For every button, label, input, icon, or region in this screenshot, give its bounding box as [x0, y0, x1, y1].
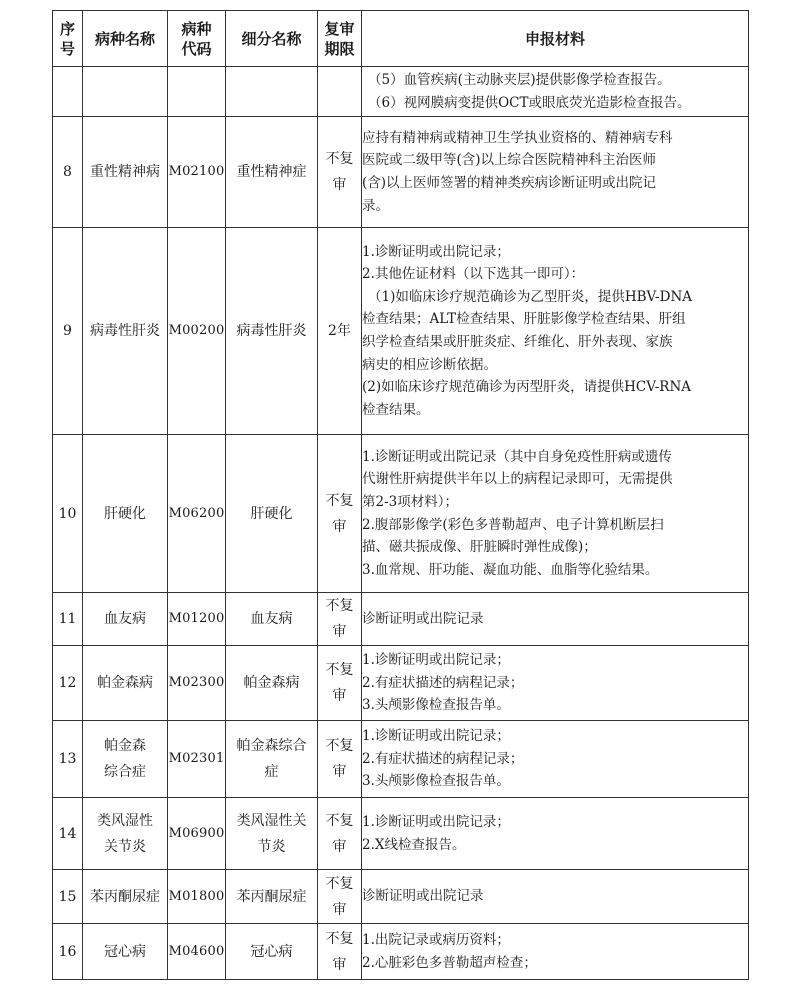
material-line: 医院或二级甲等(含)以上综合医院精神科主治医师: [362, 152, 657, 169]
review-period-cell: [318, 798, 362, 870]
sub-line: 病毒性肝炎: [236, 323, 307, 339]
seq-cell: 10: [53, 435, 83, 593]
materials-cell: [362, 646, 749, 721]
review-period-cell: [318, 870, 362, 924]
seq-cell: 9: [53, 228, 83, 435]
table-row: [53, 117, 749, 228]
name-line: 病毒性肝炎: [90, 323, 160, 339]
name-line: 冠心病: [104, 943, 146, 960]
material-line: 3.头颅影像检查报告单。: [362, 773, 510, 790]
seq-cell: 11: [53, 593, 83, 646]
material-line: 1.诊断证明或出院记录；: [362, 728, 510, 745]
material-line: 诊断证明或出院记录: [362, 888, 484, 905]
sub-name-cell: [226, 924, 318, 980]
name-line: 帕金森: [104, 738, 146, 754]
review-line: 不复: [325, 738, 354, 754]
review-period-cell: [318, 117, 362, 228]
review-period-cell: [318, 924, 362, 980]
disease-name-cell: [83, 721, 168, 798]
material-line: 1.诊断证明或出院记录；: [362, 652, 510, 669]
header-row: [53, 11, 749, 67]
table-row: [53, 646, 749, 721]
disease-name-cell: [83, 870, 168, 924]
document-page: [52, 10, 748, 980]
sub-name-cell: [226, 435, 318, 593]
sub-line: 冠心病: [250, 943, 293, 960]
review-line: 审: [332, 518, 347, 535]
sub-line: 类风湿性关: [236, 812, 307, 829]
materials-cell: [362, 721, 749, 798]
review-line: 审: [332, 624, 347, 640]
material-line: 织学检查结果或肝脏炎症、纤维化、肝外表现、家族: [362, 334, 673, 350]
review-period-cell: [318, 593, 362, 646]
review-period-cell: [318, 228, 362, 435]
review-line: 2年: [328, 323, 351, 339]
material-line: 2.心脏彩色多普勒超声检查；: [362, 954, 537, 971]
name-line: 苯丙酮尿症: [90, 888, 160, 905]
sub-line: 重性精神症: [236, 164, 307, 180]
review-line: 不复: [325, 662, 354, 678]
header-materials: 申报材料: [362, 11, 749, 67]
disease-code-cell: M02300: [168, 646, 226, 721]
header-sub-name: 细分名称: [226, 11, 318, 67]
material-line: 1.诊断证明或出院记录；: [362, 813, 510, 830]
name-line: 肝硬化: [104, 505, 146, 522]
material-line: 1.诊断证明或出院记录；: [362, 243, 510, 260]
material-line: 2.有症状描述的病程记录；: [362, 674, 524, 691]
material-line: （1)如临床诊疗规范确诊为乙型肝炎，提供HBV-DNA: [368, 288, 693, 305]
material-line: 2.有症状描述的病程记录；: [362, 750, 524, 767]
sub-name-cell: [226, 117, 318, 228]
table-row: [53, 798, 749, 870]
disease-code-cell: M06200: [168, 435, 226, 593]
continuation-materials: [362, 67, 749, 117]
material-line: 诊断证明或出院记录: [362, 610, 484, 627]
name-line: 综合症: [104, 764, 146, 780]
material-line: 病史的相应诊断依据。: [362, 356, 497, 373]
sub-line: 肝硬化: [250, 505, 293, 522]
material-line: 检查结果；ALT检查结果、肝脏影像学检查结果、肝组: [362, 311, 686, 328]
disease-materials-table: [52, 10, 749, 980]
table-row: [53, 435, 749, 593]
name-line: 关节炎: [104, 838, 146, 855]
sub-name-cell: [226, 228, 318, 435]
name-line: 帕金森病: [97, 675, 153, 691]
materials-cell: [362, 435, 749, 593]
table-row: [53, 228, 749, 435]
sub-line: 节炎: [257, 838, 286, 855]
disease-code-cell: M02100: [168, 117, 226, 228]
header-disease-name: 病种名称: [83, 11, 168, 67]
seq-cell: 15: [53, 870, 83, 924]
sub-line: 帕金森综合: [236, 738, 307, 754]
sub-name-cell: [226, 870, 318, 924]
name-line: 类风湿性: [97, 812, 153, 829]
header-review-period: 复审 期限: [318, 11, 362, 67]
table-row: [53, 721, 749, 798]
review-line: 不复: [325, 875, 354, 892]
header-disease-code: 病种 代码: [168, 11, 226, 67]
review-line: 审: [332, 956, 347, 973]
disease-code-cell: M04600: [168, 924, 226, 980]
name-line: 血友病: [104, 611, 146, 627]
sub-name-cell: [226, 646, 318, 721]
materials-cell: [362, 870, 749, 924]
materials-cell: [362, 117, 749, 228]
materials-cell: [362, 924, 749, 980]
sub-line: 症: [264, 764, 279, 780]
seq-cell: 14: [53, 798, 83, 870]
disease-code-cell: M01200: [168, 593, 226, 646]
disease-name-cell: [83, 798, 168, 870]
material-line: （6）视网膜病变提供OCT或眼底荧光造影检查报告。: [368, 94, 691, 111]
material-line: 1.诊断证明或出院记录（其中自身免疫性肝病或遗传: [362, 448, 672, 465]
continuation-row: [53, 67, 749, 117]
review-line: 不复: [325, 492, 354, 509]
sub-name-cell: [226, 593, 318, 646]
review-period-cell: [318, 435, 362, 593]
material-line: 2.腹部影像学(彩色多普勒超声、电子计算机断层扫: [362, 516, 664, 533]
material-line: 3.血常规、肝功能、凝血功能、血脂等化验结果。: [362, 561, 659, 578]
disease-code-cell: M02301: [168, 721, 226, 798]
review-line: 审: [332, 838, 347, 855]
material-line: 3.头颅影像检查报告单。: [362, 697, 510, 714]
table-row: [53, 593, 749, 646]
table-row: [53, 870, 749, 924]
disease-name-cell: [83, 646, 168, 721]
materials-cell: [362, 593, 749, 646]
disease-name-cell: [83, 435, 168, 593]
sub-line: 苯丙酮尿症: [236, 888, 307, 905]
review-line: 不复: [325, 930, 354, 947]
disease-name-cell: [83, 228, 168, 435]
materials-cell: [362, 798, 749, 870]
review-line: 不复: [325, 812, 354, 829]
sub-line: 血友病: [250, 611, 293, 627]
disease-name-cell: [83, 924, 168, 980]
header-seq: 序 号: [53, 11, 83, 67]
name-line: 重性精神病: [90, 164, 160, 180]
materials-cell: [362, 228, 749, 435]
review-line: 不复: [325, 151, 354, 167]
table-row: [53, 924, 749, 980]
review-period-cell: [318, 721, 362, 798]
review-line: 审: [332, 901, 347, 918]
sub-name-cell: [226, 798, 318, 870]
seq-cell: 12: [53, 646, 83, 721]
material-line: (2)如临床诊疗规范确诊为丙型肝炎，请提供HCV-RNA: [362, 379, 692, 396]
material-line: 描、磁共振成像、肝脏瞬时弹性成像)；: [362, 539, 597, 556]
material-line: 1.出院记录或病历资料；: [362, 931, 510, 948]
disease-name-cell: [83, 117, 168, 228]
material-line: 2.其他佐证材料（以下选其一即可）：: [362, 266, 585, 283]
review-line: 审: [332, 688, 347, 704]
material-line: 应持有精神病或精神卫生学执业资格的、精神病专科: [362, 129, 673, 146]
sub-name-cell: [226, 721, 318, 798]
material-line: (含)以上医师签署的精神类疾病诊断证明或出院记: [362, 175, 657, 191]
review-line: 审: [332, 177, 347, 193]
disease-code-cell: M06900: [168, 798, 226, 870]
material-line: 代谢性肝病提供半年以上的病程记录即可，无需提供: [362, 471, 673, 488]
disease-code-cell: M01800: [168, 870, 226, 924]
material-line: 检查结果。: [362, 401, 430, 418]
material-line: （5）血管疾病(主动脉夹层)提供影像学检查报告。: [368, 71, 671, 88]
sub-line: 帕金森病: [243, 675, 300, 691]
seq-cell: 8: [53, 117, 83, 228]
disease-name-cell: [83, 593, 168, 646]
material-line: 录。: [362, 197, 389, 214]
review-period-cell: [318, 646, 362, 721]
review-line: 不复: [325, 598, 354, 614]
seq-cell: 13: [53, 721, 83, 798]
review-line: 审: [332, 764, 347, 780]
material-line: 第2-3项材料）；: [362, 493, 458, 510]
seq-cell: 16: [53, 924, 83, 980]
disease-code-cell: M00200: [168, 228, 226, 435]
material-line: 2.X线检查报告。: [362, 836, 466, 853]
